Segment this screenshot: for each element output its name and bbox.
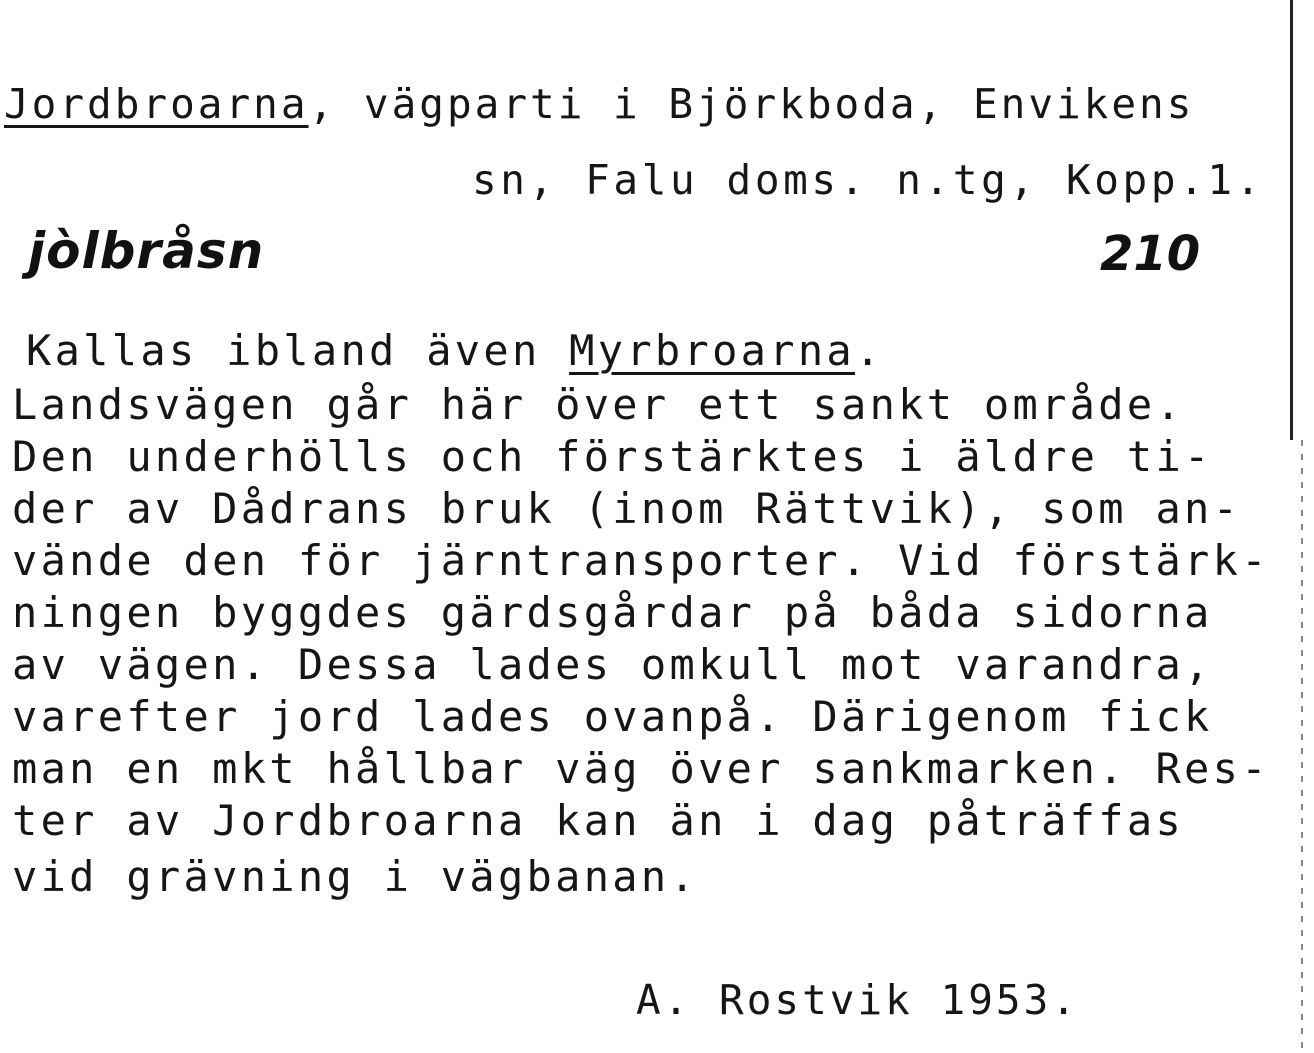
body-line: Landsvägen går här över ett sankt område. <box>12 380 1185 429</box>
body-line: ningen byggdes gärdsgårdar på båda sidorna <box>12 588 1213 637</box>
header-line-1 <box>4 80 1195 128</box>
body-line: ter av Jordbroarna kan än i dag påträffas <box>12 796 1185 845</box>
body-line-first-lead: Kallas ibland även <box>26 326 570 375</box>
body-line: Den underhölls och förstärktes i äldre ti- <box>12 432 1213 481</box>
alt-name: Myrbroarna <box>569 326 856 375</box>
card-edge-line <box>1290 0 1293 440</box>
body-line-first <box>26 326 884 375</box>
headword: Jordbroarna <box>4 80 309 128</box>
body-line: av vägen. Dessa lades omkull mot varandra, <box>12 640 1213 689</box>
signature: A. Rostvik 1953. <box>636 976 1079 1024</box>
body-line: der av Dådrans bruk (inom Rättvik), som an- <box>12 484 1242 533</box>
body-line: varefter jord lades ovanpå. Därigenom fick <box>12 692 1213 741</box>
body-line: vid grävning i vägbanan. <box>12 852 699 901</box>
body-line: vände den för järntransporter. Vid förstärk- <box>12 536 1270 585</box>
body-line-first-end: . <box>855 326 884 375</box>
card-edge-line-faint <box>1301 440 1303 1053</box>
header-location: , vägparti i Björkboda, Envikens <box>308 80 1195 128</box>
card-number-handwritten: 210 <box>1100 226 1201 282</box>
pronunciation-handwritten: jòlbråsn <box>28 222 265 280</box>
body-line: man en mkt hållbar väg över sankmarken. Res- <box>12 744 1270 793</box>
header-line-2: sn, Falu doms. n.tg, Kopp.1. <box>472 156 1264 204</box>
